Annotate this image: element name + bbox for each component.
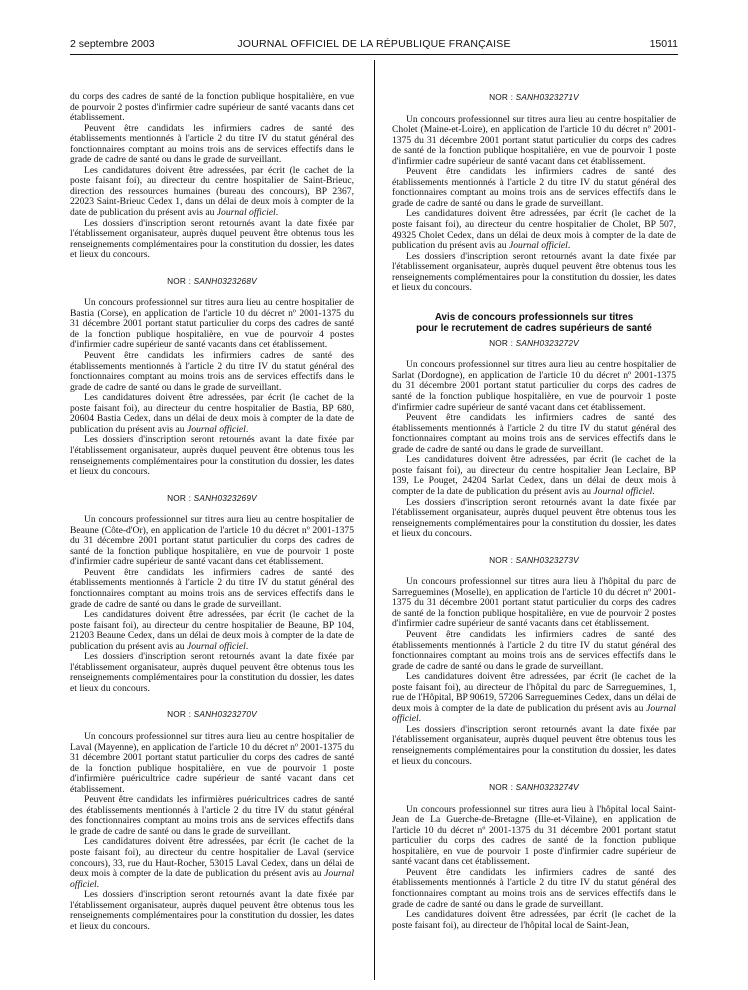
paragraph xyxy=(70,124,354,166)
paragraph xyxy=(70,435,354,477)
journal-officiel-italic: Journal officiel xyxy=(593,485,653,497)
paragraph-text: Peuvent être candidats les infirmiers cadres de santé des établissements mentionnés à l'article 2 du titre IV du statut général des fonctionnaires comptant au moins trois ans de services effectifs dans le grade de cadre de santé ou dans le grade de surveillant. xyxy=(392,166,676,209)
paragraph xyxy=(392,167,676,209)
paragraph-tail: . xyxy=(567,240,571,252)
journal-officiel-italic: Journal officiel xyxy=(392,702,676,725)
journal-officiel-italic: Journal officiel xyxy=(216,207,276,219)
paragraph-text: Les dossiers d'inscription seront retournés avant la date fixée par l'établissement organisateur, auprès duquel peuvent être obtenus tous les renseignements complémentaires pour la constitution du dossier, les dates et lieux du concours. xyxy=(70,217,354,261)
paragraph-text: Un concours professionnel sur titres aura lieu au centre hospitalier de Bastia (Corse), en application de l'article 10 du décret nº 2001-1375 du 31 décembre 2001 portant statut particulier du corps des cadres de santé de la fonction publique hospitalière, en vue de pourvoir 4 postes d'infirmier cadre supérieur de santé vacants dans cet établissement. xyxy=(70,297,354,351)
paragraph xyxy=(392,115,676,168)
nor-prefix: NOR : xyxy=(489,92,516,102)
nor-prefix: NOR : xyxy=(167,275,194,286)
paragraph xyxy=(392,805,676,868)
paragraph xyxy=(70,890,354,932)
paragraph-tail: . xyxy=(245,423,249,435)
paragraph-text: du corps des cadres de santé de la fonction publique hospitalière, en vue de pourvoir 2 postes d'infirmier cadre supérieur de santé vacants dans cet établissement. xyxy=(70,91,354,124)
journal-officiel-italic: Journal officiel xyxy=(186,640,246,652)
paragraph-text: Les candidatures doivent être adressées, par écrit (le cachet de la poste faisant foi), au directeur du centre hospitalier de Beaune, BP 104, 21203 Beaune Cedex, dans un délai de deux mois à compter de la date de publication du présent avis au xyxy=(70,609,354,652)
nor-reference xyxy=(392,555,676,566)
paragraph xyxy=(392,577,676,630)
paragraph-text: Peuvent être candidats les infirmiers cadres de santé des établissements mentionnés à l'article 2 du titre IV du statut général des fonctionnaires comptant au moins trois ans de services effectifs dans le grade de cadre de santé ou dans le grade de surveillant. xyxy=(70,566,354,610)
nor-code: SANH0323271V xyxy=(515,92,579,102)
paragraph-text: Les candidatures doivent être adressées, par écrit (le cachet de la poste faisant foi), au directeur du centre hospitalier de Cholet, BP 507, 49325 Cholet Cedex, dans un délai de deux mois à compter de la date de publication du présent avis au xyxy=(392,208,676,252)
paragraph xyxy=(392,725,676,767)
paragraph xyxy=(70,837,354,890)
paragraph xyxy=(70,351,354,393)
paragraph xyxy=(70,568,354,610)
left-column xyxy=(70,92,354,932)
nor-prefix: NOR : xyxy=(489,782,516,793)
paragraph-tail: . xyxy=(652,485,655,497)
paragraph-text: Un concours professionnel sur titres aura lieu au centre hospitalier de Laval (Mayenne), en application de l'article 10 du décret nº 2001-1375 du 31 décembre 2001 portant statut particulier du corps des cadres de santé de la fonction publique hospitalière, en vue de pourvoir 1 poste d'infirmière puéricultrice cadre supérieur de santé vacant dans cet établissement. xyxy=(70,730,354,795)
paragraph xyxy=(70,515,354,568)
paragraph-text: Un concours professionnel sur titres aura lieu au centre hospitalier de Sarlat (Dordogne), en application de l'article 10 du décret nº 2001-1375 du 31 décembre 2001 portant statut particulier du corps des cadres de santé de la fonction publique hospitalière, en vue de pourvoir 1 poste d'infirmier cadre supérieur de santé vacant dans cet établissement. xyxy=(392,359,676,413)
paragraph-text: Un concours professionnel sur titres aura lieu à l'hôpital du parc de Sarreguemines (Moselle), en application de l'article 10 du décret nº 2001-1375 du 31 décembre 2001 portant statut particulier du corps des cadres de santé de la fonction publique hospitalière, en vue de pourvoir 2 postes d'infirmier cadre supérieur de santé vacants dans cet établissement. xyxy=(392,576,676,630)
paragraph-text: Les dossiers d'inscription seront retournés avant la date fixée par l'établissement organisateur, auprès duquel peuvent être obtenus tous les renseignements complémentaires pour la constitution du dossier, les dates et lieux du concours. xyxy=(392,723,676,767)
section-heading xyxy=(392,312,676,335)
paragraph xyxy=(392,209,676,251)
nor-reference xyxy=(392,782,676,793)
paragraph-text: Les dossiers d'inscription seront retournés avant la date fixée par l'établissement organisateur, auprès duquel peuvent être obtenus tous les renseignements complémentaires pour la constitution du dossier, les dates et lieux du concours. xyxy=(70,434,354,478)
paragraph-text: Les candidatures doivent être adressées, par écrit (le cachet de la poste faisant foi), au directeur de l'hôpital local de Saint-Jean, xyxy=(392,909,676,931)
column-divider xyxy=(374,60,375,980)
nor-prefix: NOR : xyxy=(167,709,194,720)
paragraph xyxy=(70,652,354,694)
paragraph-text: Les dossiers d'inscription seront retournés avant la date fixée par l'établissement organisateur, auprès duquel peuvent être obtenus tous les renseignements complémentaires pour la constitution du dossier, les dates et lieux du concours. xyxy=(392,496,676,540)
paragraph-text: Peuvent être candidats les infirmiers cadres de santé des établissements mentionnés à l'article 2 du titre IV du statut général des fonctionnaires comptant au moins trois ans de services effectifs dans le grade de cadre de santé ou dans le grade de surveillant. xyxy=(70,122,354,166)
paragraph xyxy=(392,455,676,497)
nor-code: SANH0323269V xyxy=(193,492,257,503)
paragraph-text: Les dossiers d'inscription seront retournés avant la date fixée par l'établissement organisateur, auprès duquel peuvent être obtenus tous les renseignements complémentaires pour la constitution du dossier, les dates et lieux du concours. xyxy=(392,250,676,294)
paragraph-text: Un concours professionnel sur titres aura lieu à l'hôpital local Saint-Jean de La Guerche-de-Bretagne (Ille-et-Vilaine), en application de l'article 10 du décret nº 2001-1375 du 31 décembre 2001 portant statut particulier du corps des cadres de santé de la fonction publique hospitalière, en vue de pourvoir 1 poste d'infirmier cadre supérieur de santé vacant dans cet établissement. xyxy=(392,803,676,868)
paragraph xyxy=(70,610,354,652)
journal-officiel-italic: Journal officiel xyxy=(508,240,568,252)
nor-code: SANH0323272V xyxy=(515,337,579,348)
paragraph xyxy=(392,413,676,455)
nor-reference xyxy=(70,276,354,287)
paragraph xyxy=(392,868,676,910)
section-heading-line: Avis de concours professionnels sur titres xyxy=(434,311,634,323)
paragraph xyxy=(70,393,354,435)
nor-reference xyxy=(392,338,676,349)
paragraph xyxy=(392,252,676,294)
paragraph xyxy=(70,219,354,261)
paragraph-text: Les candidatures doivent être adressées, par écrit (le cachet de la poste faisant foi), au directeur du centre hospitalier Jean Leclaire, BP 139, Le Pouget, 24204 Sarlat Cedex, dans un délai de deux mois à compter de la date de publication du présent avis au xyxy=(392,454,676,497)
paragraph-text: Peuvent être candidats les infirmiers cadres de santé des établissements mentionnés à l'article 2 du titre IV du statut général des fonctionnaires comptant au moins trois ans de services effectifs dans le grade de cadre de santé ou dans le grade de surveillant. xyxy=(392,866,676,910)
header-rule xyxy=(70,54,678,55)
nor-code: SANH0323274V xyxy=(515,782,579,793)
paragraph xyxy=(70,732,354,795)
header-date: 2 septembre 2003 xyxy=(70,38,155,50)
nor-reference xyxy=(70,493,354,504)
nor-prefix: NOR : xyxy=(489,337,516,348)
paragraph xyxy=(70,298,354,351)
section-heading-line: pour le recrutement de cadres supérieurs de santé xyxy=(416,323,652,335)
nor-reference xyxy=(392,92,676,103)
nor-code: SANH0323268V xyxy=(193,275,257,286)
paragraph xyxy=(392,498,676,540)
paragraph-text: Les candidatures doivent être adressées, par écrit (le cachet de la poste faisant foi), au directeur du centre hospitalier de Saint-Brieuc, direction des ressources humaines (bureau des concours), BP 2367, 22023 Saint-Brieuc Cedex 1, dans un délai de deux mois à compter de la date de publication du présent avis au xyxy=(70,164,354,219)
paragraph-text: Peuvent être candidats les infirmiers cadres de santé des établissements mentionnés à l'article 2 du titre IV du statut général des fonctionnaires comptant au moins trois ans de services effectifs dans le grade de cadre de santé ou dans le grade de surveillant. xyxy=(392,628,676,672)
paragraph-tail: . xyxy=(96,878,100,890)
paragraph xyxy=(70,795,354,837)
paragraph-text: Les candidatures doivent être adressées, par écrit (le cachet de la poste faisant foi), au directeur du centre hospitalier de Bastia, BP 680, 20604 Bastia Cedex, dans un délai de deux mois à compter de la date de publication du présent avis au xyxy=(70,392,354,435)
paragraph-text: Peuvent être candidats les infirmiers cadres de santé des établissements mentionnés à l'article 2 du titre IV du statut général des fonctionnaires comptant au moins trois ans de services effectifs dans le grade de cadre de santé ou dans le grade de surveillant. xyxy=(70,350,354,393)
paragraph xyxy=(70,92,354,124)
paragraph xyxy=(392,360,676,413)
paragraph-text: Les candidatures doivent être adressées, par écrit (le cachet de la poste faisant foi), au directeur du centre hospitalier de Laval (service concours), 33, rue du Haut-Rocher, 53015 Laval Cedex, dans un délai de deux mois à compter de la date de publication du présent avis au xyxy=(70,836,354,880)
paragraph-tail: . xyxy=(275,207,279,219)
paragraph-text: Les candidatures doivent être adressées, par écrit (le cachet de la poste faisant foi), au directeur de l'hôpital du parc de Sarreguemines, 1, rue de l'Hôpital, BP 90619, 57206 Sarreguemines Cedex, dans un délai de deux mois à compter de la date de publication du présent avis au xyxy=(392,671,676,714)
paragraph-text: Un concours professionnel sur titres aura lieu au centre hospitalier de Cholet (Maine-et-Loire), en application de l'article 10 du décret nº 2001-1375 du 31 décembre 2001 portant statut particulier du corps des cadres de santé de la fonction publique hospitalière, en vue de pourvoir 1 poste d'infirmier cadre supérieur de santé vacant dans cet établissement. xyxy=(392,113,676,167)
paragraph-text: Les dossiers d'inscription seront retournés avant la date fixée par l'établissement organisateur, auprès duquel peuvent être obtenus tous les renseignements complémentaires pour la constitution du dossier, les dates et lieux du concours. xyxy=(70,889,354,932)
right-column xyxy=(392,92,676,931)
paragraph-text: Peuvent être candidats les infirmières puéricultrices cadres de santé des établissements mentionnés à l'article 2 du titre IV du statut général des fonctionnaires comptant au moins trois ans de services effectifs dans le grade de cadre de santé ou dans le grade de surveillant. xyxy=(70,794,354,837)
paragraph-text: Peuvent être candidats les infirmiers cadres de santé des établissements mentionnés à l'article 2 du titre IV du statut général des fonctionnaires comptant au moins trois ans de services effectifs dans le grade de cadre de santé ou dans le grade de surveillant. xyxy=(392,412,676,455)
nor-code: SANH0323270V xyxy=(193,709,257,720)
journal-title: JOURNAL OFFICIEL DE LA RÉPUBLIQUE FRANÇAISE xyxy=(237,38,511,50)
page-number: 15011 xyxy=(649,38,678,50)
paragraph xyxy=(392,630,676,672)
paragraph-tail: . xyxy=(418,713,422,725)
paragraph xyxy=(392,672,676,725)
paragraph-text: Les dossiers d'inscription seront retournés avant la date fixée par l'établissement organisateur, auprès duquel peuvent être obtenus tous les renseignements complémentaires pour la constitution du dossier, les dates et lieux du concours. xyxy=(70,651,354,694)
journal-officiel-italic: Journal officiel xyxy=(70,868,354,890)
nor-prefix: NOR : xyxy=(167,492,194,503)
page-header xyxy=(70,38,678,54)
paragraph-tail: . xyxy=(245,640,249,652)
nor-code: SANH0323273V xyxy=(515,554,579,565)
nor-reference xyxy=(70,709,354,720)
nor-prefix: NOR : xyxy=(489,554,516,565)
paragraph xyxy=(70,166,354,219)
paragraph xyxy=(392,910,676,931)
paragraph-text: Un concours professionnel sur titres aura lieu au centre hospitalier de Beaune (Côte-d'Or), en application de l'article 10 du décret nº 2001-1375 du 31 décembre 2001 portant statut particulier du corps des cadres de santé de la fonction publique hospitalière, en vue de pourvoir 1 poste d'infirmier cadre supérieur de santé vacant dans cet établissement. xyxy=(70,514,354,568)
journal-officiel-italic: Journal officiel xyxy=(186,423,246,435)
